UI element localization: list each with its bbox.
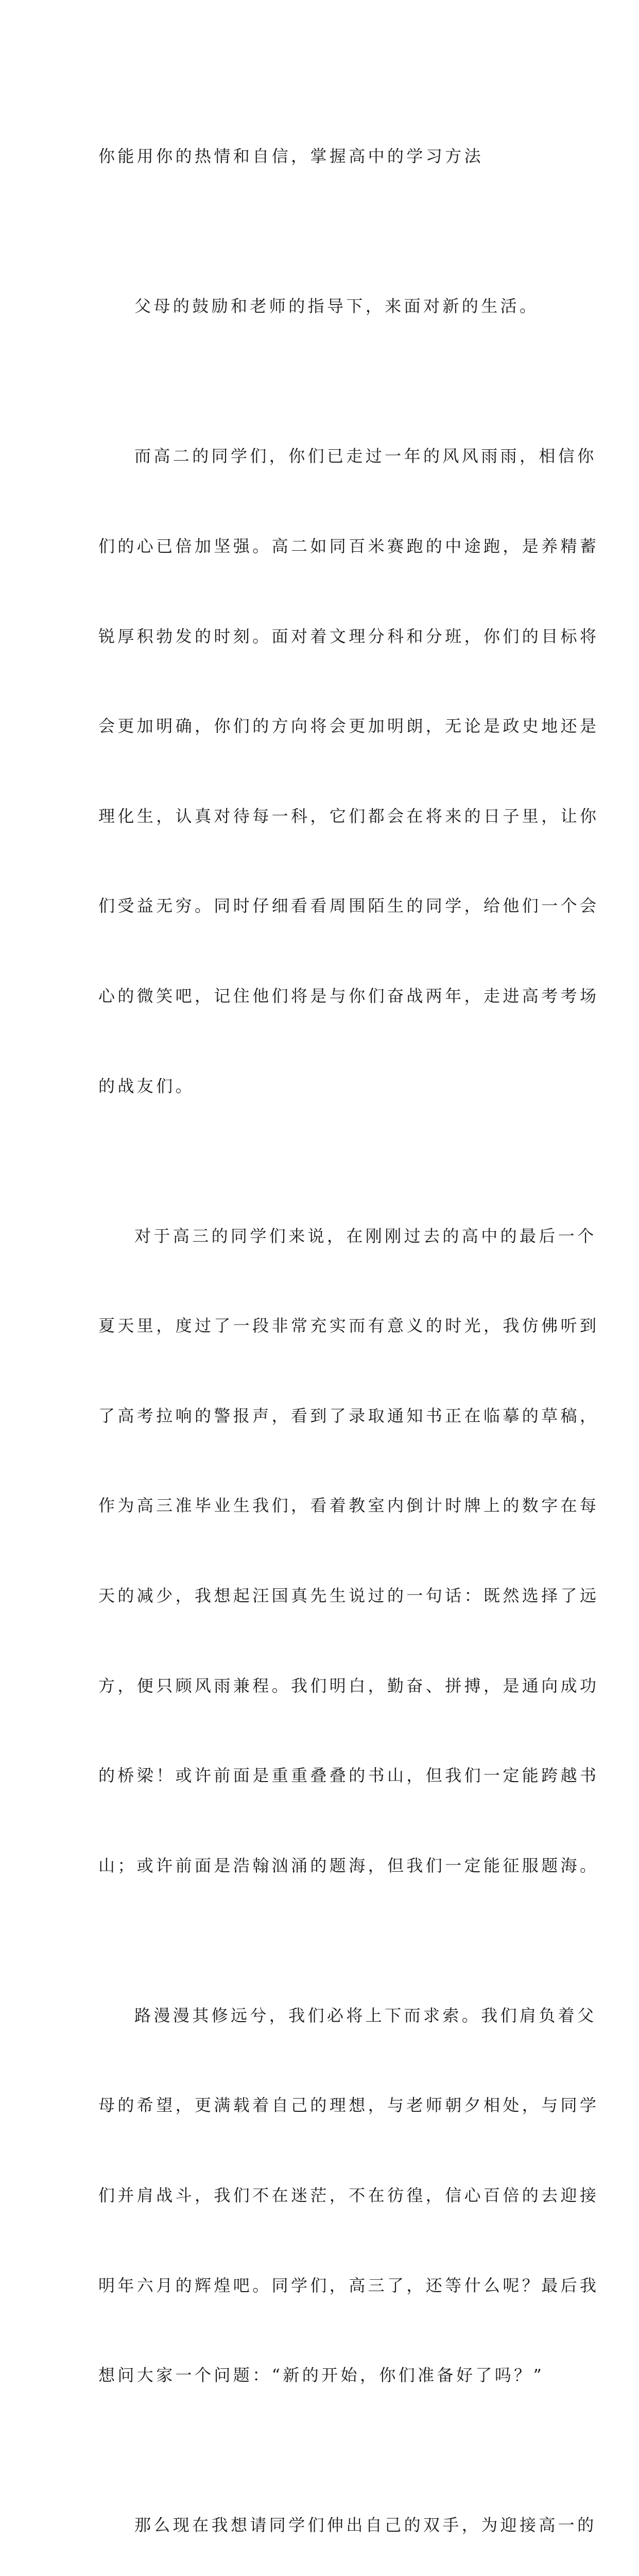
text-line: 方，便只顾风雨兼程。我们明白，勤奋、拼搏，是通向成功 [98,1675,599,1696]
text-line: 父母的鼓励和老师的指导下，来面对新的生活。 [134,296,539,316]
text-line: 会更加明确，你们的方向将会更加明朗，无论是政史地还是 [98,716,599,736]
paragraph-6 [98,2450,597,2576]
document-body [98,81,599,2576]
paragraph-5 [98,1940,599,2450]
paragraph-1 [98,81,551,231]
text-line: 山；或许前面是浩翰汹涌的题海，但我们一定能征服题海。 [98,1855,599,1875]
text-line: 作为高三准毕业生我们，看着教室内倒计时牌上的数字在每 [98,1496,599,1516]
text-line: 想问大家一个问题：“新的开始，你们准备好了吗？” [98,2365,545,2385]
text-line: 天的减少，我想起汪国真先生说过的一句话：既然选择了远 [98,1585,599,1605]
text-line: 锐厚积勃发的时刻。面对着文理分科和分班，你们的目标将 [98,626,599,646]
text-line: 对于高三的同学们来说，在刚刚过去的高中的最后一个 [134,1226,597,1246]
text-line: 心的微笑吧，记住他们将是与你们奋战两年，走进高考考场 [98,986,599,1006]
text-line: 母的希望，更满载着自己的理想，与老师朝夕相处，与同学 [98,2095,599,2115]
text-line: 你能用你的热情和自信，掌握高中的学习方法 [98,146,484,166]
text-line: 的桥梁！或许前面是重重叠叠的书山，但我们一定能跨越书 [98,1766,599,1786]
paragraph-4 [98,1161,599,1940]
text-line: 们受益无穷。同时仔细看看周围陌生的同学，给他们一个会 [98,896,599,916]
text-line: 而高二的同学们，你们已走过一年的风风雨雨，相信你 [134,446,597,466]
text-line: 理化生，认真对待每一科，它们都会在将来的日子里，让你 [98,806,599,826]
text-line: 了高考拉响的警报声，看到了录取通知书正在临摹的草稿， [98,1405,599,1426]
text-line: 那么现在我想请同学们伸出自己的双手，为迎接高一的 [134,2515,597,2535]
paragraph-2 [98,231,551,381]
text-line: 们的心已倍加坚强。高二如同百米赛跑的中途跑，是养精蓄 [98,536,599,556]
text-line: 路漫漫其修远兮，我们必将上下而求索。我们肩负着父 [134,2005,597,2025]
text-line: 明年六月的辉煌吧。同学们，高三了，还等什么呢？最后我 [98,2275,599,2295]
text-line: 们并肩战斗，我们不在迷茫，不在彷徨，信心百倍的去迎接 [98,2185,599,2205]
text-line: 夏天里，度过了一段非常充实而有意义的时光，我仿佛听到 [98,1316,599,1336]
text-line: 的战友们。 [98,1076,195,1096]
paragraph-3 [98,381,599,1161]
